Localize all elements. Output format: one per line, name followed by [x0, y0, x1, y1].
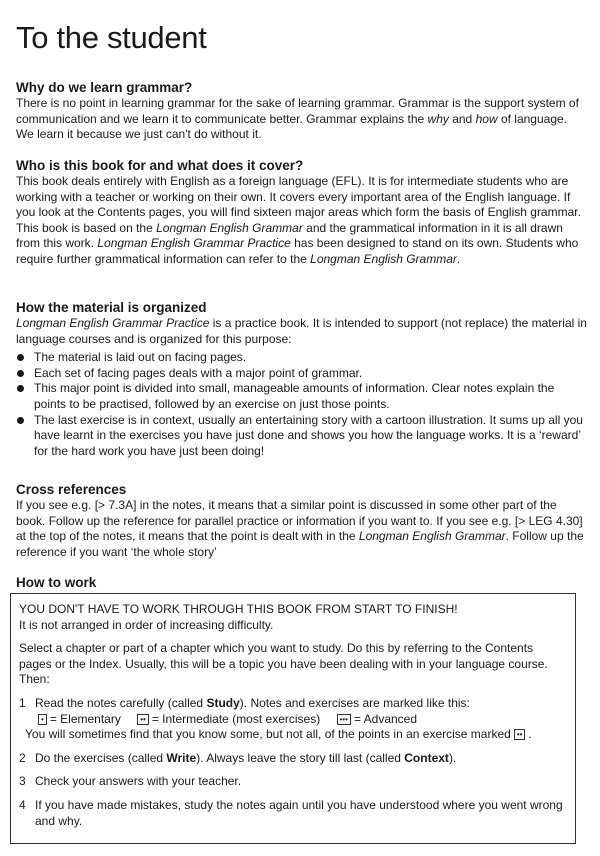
bullet-icon	[17, 417, 24, 424]
section-cross-references	[16, 482, 588, 560]
intermediate-mark-icon: ••	[514, 729, 526, 740]
elementary-mark-icon: •	[38, 714, 47, 725]
bullet-icon	[17, 354, 24, 361]
bullet-icon	[17, 385, 24, 392]
step-1: 1 Read the notes carefully (called Study). Notes and exercises are marked like this: • = Elementary •• = Intermediate (most exercises) ••• = Advanced You will sometimes find that you know some, but not all, of the points in an exercise marked •• .	[19, 695, 532, 742]
paragraph: There is no point in learning grammar for the sake of learning grammar. Grammar is the support system of communication and we learn it to communicate better. Grammar explains the why and how of language. We learn it because we just can't do without it.	[16, 96, 579, 142]
how-to-work-box	[10, 593, 576, 844]
bullet-icon	[17, 370, 24, 377]
step-4: 4 If you have made mistakes, study the notes again until you have understood where you went wrong and why.	[19, 797, 563, 828]
section-why	[16, 80, 588, 143]
intermediate-mark-icon: ••	[137, 714, 149, 725]
step-3: 3 Check your answers with your teacher.	[19, 774, 242, 789]
step-2: 2 Do the exercises (called Write). Always leave the story till last (called Context).	[19, 750, 457, 765]
section-heading: Why do we learn grammar?	[16, 80, 193, 95]
section-heading: Who is this book for and what does it cover?	[16, 158, 304, 173]
page-title: To the student	[16, 20, 207, 55]
advanced-mark-icon: •••	[337, 714, 351, 725]
paragraph: This book deals entirely with English as a foreign language (EFL). It is for intermediate students who are working with a teacher or working on their own. It covers every important area of the English language. If you look at the Contents pages, you will find sixteen major areas which form the basis of English grammar. This book is based on the Longman English Grammar and the grammatical information in it is all drawn from this work. Longman English Grammar Practice has been designed to stand on its own. Students who require further grammatical information can refer to the Longman English Grammar.	[16, 174, 581, 266]
list-item: The material is laid out on facing pages.	[16, 350, 588, 366]
list-item: This major point is divided into small, manageable amounts of information. Clear notes explain the points to be practised, followed by an exercise on just those points.	[16, 381, 588, 412]
section-heading: How the material is organized	[16, 300, 207, 315]
bullet-list	[16, 350, 588, 459]
box-intro: Select a chapter or part of a chapter which you want to study. Do this by referring to the Contents pages or the Index. Usually, this will be a topic you have been dealing with in your language course. Then:	[19, 641, 548, 687]
section-organized	[16, 300, 588, 459]
paragraph: Longman English Grammar Practice is a practice book. It is intended to support (not replace) the material in language courses and is organized for this purpose:	[16, 316, 587, 346]
section-heading: Cross references	[16, 482, 127, 497]
list-item: The last exercise is in context, usually an entertaining story with a cartoon illustration. It sums up all you have learnt in the exercises you have just done and shows you how the language works. It is a ‘reward’ for the hard work you have just been doing!	[16, 413, 588, 460]
section-heading: How to work	[16, 575, 97, 590]
paragraph: If you see e.g. [> 7.3A] in the notes, it means that a similar point is discussed in some other part of the book. Follow up the reference for parallel practice or information if you want to. If you see e.g. [> LEG 4.30] at the top of the notes, it means that the point is dealt with in the Longman English Grammar. Follow up the reference if you want ‘the whole story’	[16, 498, 584, 559]
box-intro-caps: YOU DON'T HAVE TO WORK THROUGH THIS BOOK FROM START TO FINISH! It is not arranged in order of increasing difficulty.	[19, 602, 458, 632]
section-who	[16, 158, 588, 268]
section-how-to-work	[16, 575, 588, 591]
list-item: Each set of facing pages deals with a major point of grammar.	[16, 366, 588, 382]
